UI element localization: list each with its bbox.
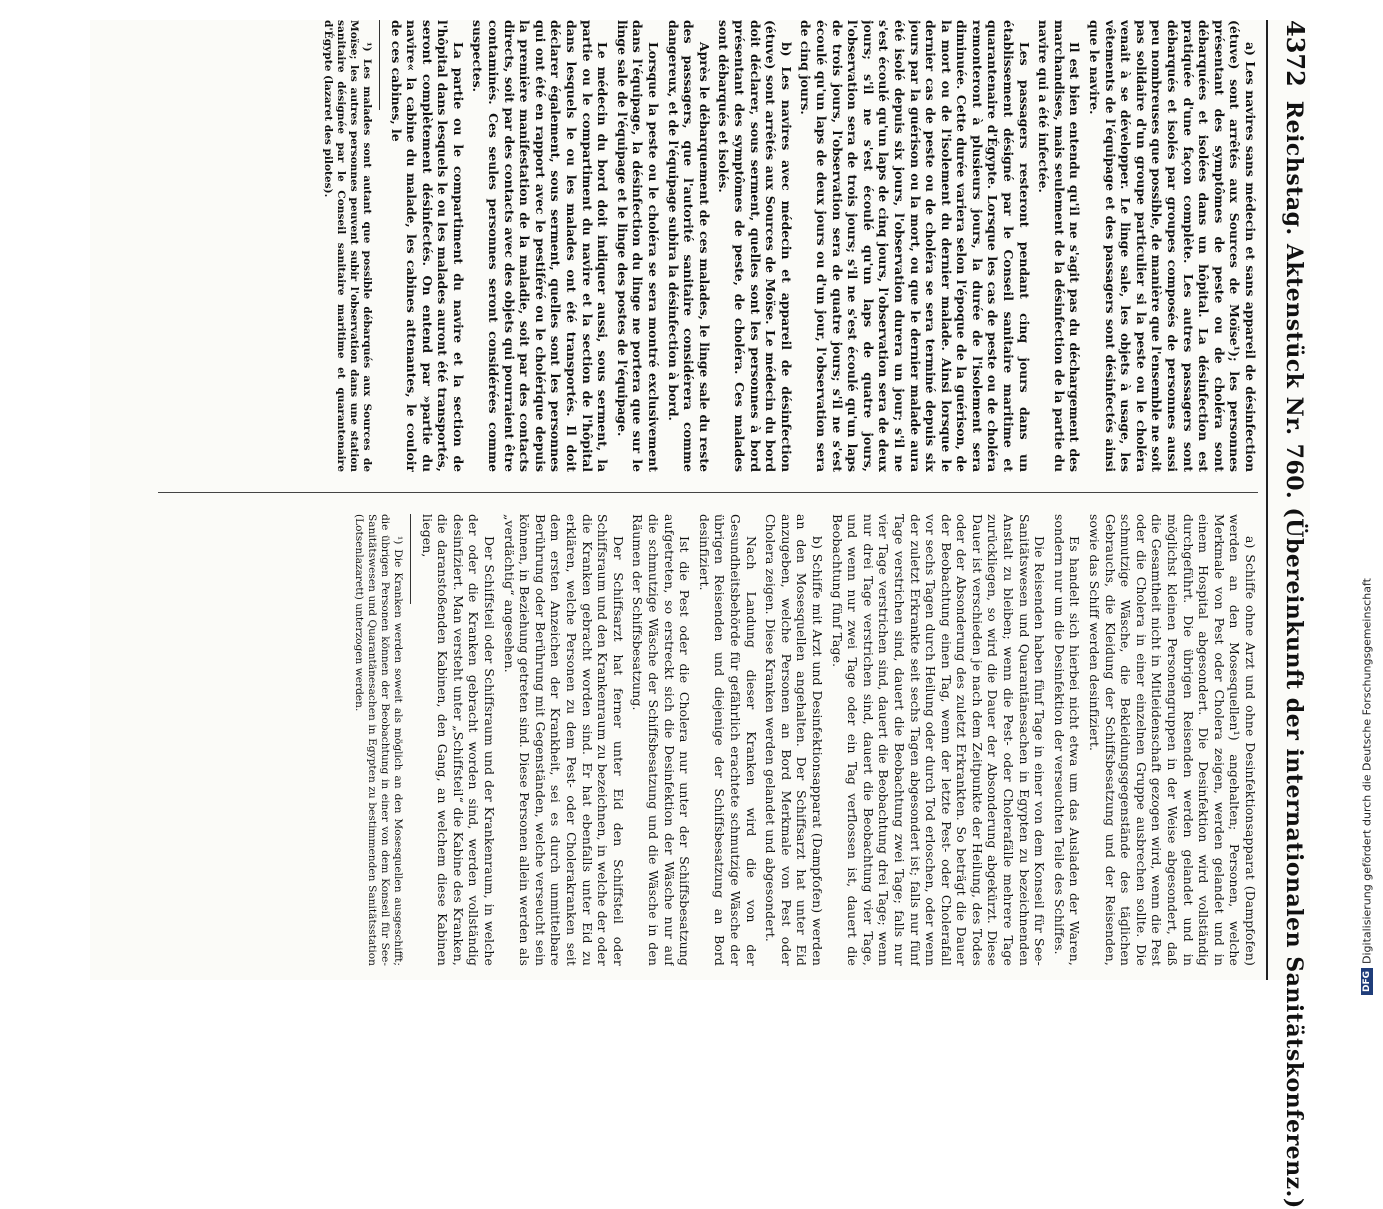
german-paragraph: Der Schiffsteil oder Schiffsraum und der Krankenraum, in welche der oder die Kranken gebracht worden sind, werden vollständig desinfiziert. Man versteht unter „Schiffsteil“ die Kabine des Kranken, die daranstoßenden Kabinen, den Gang, an welchem diese Kabinen liegen, <box>419 514 498 966</box>
german-paragraph: Nach Landung dieser Kranken wird die von der Gesundheitsbehörde für gefährlich erachtete schmutzige Wäsche der übrigen Reisenden und diejenige der Schiffsbesatzung an Bord desinfiziert. <box>696 514 759 966</box>
digitization-text: Digitalisierung gefördert durch die Deutsche Forschungsgemeinschaft <box>1360 578 1374 964</box>
footnote-rule <box>410 514 411 604</box>
french-paragraph: b) Les navires avec médecin et appareil de désinfection (étuve) sont arrêtés aux Sources de Moïse. Le médecin du bord doit déclarer, sous serment, quelles sont les personnes à bord présentant des symptômes de peste, de choléra. Ces malades sont débarqués et isolés. <box>716 20 794 472</box>
german-paragraph: Die Reisenden haben fünf Tage in einer von dem Konseil für See-Sanitätswesen und Quarantänesachen in Egypten zu bezeichnenden Anstalt zu bleiben; wenn die Pest- oder Cholerafälle mehrere Tage zurückliegen, so wird die Dauer der Absonderung abgekürzt. Diese Dauer ist verschieden je nach dem Zeitpunkte der Heilung, des Todes oder der Absonderung des zuletzt Erkrankten. So beträgt die Dauer der Beobachtung einen Tag, wenn der letzte Pest- oder Cholerafall vor sechs Tagen durch Heilung oder durch Tod erloschen, oder wenn der zuletzt Erkrankte seit sechs Tagen abgesondert ist; falls nur fünf Tage verstrichen sind, dauert die Beobachtung zwei Tage; falls nur vier Tage verstrichen sind, dauert die Beobachtung drei Tage; wenn nur drei Tage verstrichen sind, dauert die Beobachtung vier Tage, und wenn nur zwei Tage oder ein Tag verflossen ist, dauert die Beobachtung fünf Tage. <box>829 514 1048 966</box>
french-paragraph: Après le débarquement de ces malades, le linge sale du reste des passagers, que l'autorité sanitaire considérera comme dangereux, et de l'équipage subira la désinfection à bord. <box>665 20 712 472</box>
german-paragraph: Es handelt sich hierbei nicht etwa um das Ausladen der Waren, sondern nur um die Desinfektion der verseuchten Teile des Schiffes. <box>1051 514 1083 966</box>
french-footnote: ¹) Les malades sont autant que possible débarqués aux Sources de Moïse; les autres personnes peuvent subir l'observation dans une station sanitaire désignée par le Conseil sanitaire maritime et quarantenaire d'Égypte (lazaret des pilotes). <box>321 20 373 472</box>
french-paragraph: Lorsque la peste ou le choléra se sera montré exclusivement dans l'équipage, la désinfection du linge ne portera que sur le linge sale de l'équipage et le linge des postes de l'équipage. <box>614 20 662 472</box>
german-footnote: ¹) Die Kranken werden soweit als möglich an den Mosesquellen ausgeschifft; die übrigen Personen können der Beobachtung in einer von dem Konseil für See-Sanitätswesen und Quarantänesachen in Egypten zu bestimmenden Sanitätsstation (Lotsenlazarett) unterzogen werden. <box>353 514 405 966</box>
dfg-logo: DFG <box>1361 968 1373 995</box>
running-title: Reichstag. Aktenstück Nr. 760. (Übereinkunft der internationalen Sanitätskonferenz.) <box>1281 100 1307 1209</box>
digitization-credit <box>1356 578 1378 995</box>
french-column <box>98 20 1258 472</box>
column-divider <box>158 492 1258 493</box>
rotated-document-page <box>90 20 1310 1209</box>
german-column <box>98 514 1258 966</box>
german-paragraph: a) Schiffe ohne Arzt und ohne Desinfektionsapparat (Dampfofen) werden an den Mosesquellen¹) angehalten; Personen, welche Merkmale von Pest oder Cholera zeigen, werden gelandet und in einem Hospital abgesondert. Die Desinfektion wird vollständig durchgeführt. Die übrigen Reisenden werden gelandet und in möglichst kleinen Personengruppen in der Weise abgesondert, daß die Gesamtheit nicht in Mitleidenschaft gezogen wird, wenn die Pest oder die Cholera in einer einzelnen Gruppe ausbrechen sollte. Die schmutzige Wäsche, die Bekleidungsgegenstände des täglichen Gebrauchs, die Kleidung der Schiffsbesatzung und der Reisenden, sowie das Schiff werden desinfiziert. <box>1087 514 1258 966</box>
footnote-rule <box>379 20 380 110</box>
page-number: 4372 <box>1281 20 1310 87</box>
french-paragraph: Il est bien entendu qu'il ne s'agit pas du déchargement des marchandises, mais seulement de la désinfection de la partie du navire qui a été infectée. <box>1036 20 1083 472</box>
german-paragraph: Ist die Pest oder die Cholera nur unter der Schiffsbesatzung aufgetreten, so erstreckt sich die Desinfektion der Wäsche nur auf die schmutzige Wäsche der Schiffsbesatzung und die Wäsche in den Räumen der Schiffsbesatzung. <box>630 514 693 966</box>
french-paragraph: Les passagers resteront pendant cinq jours dans un établissement désigné par le Conseil sanitaire maritime et quarantenaire d'Égypte. Lorsque les cas de peste ou de choléra remonteront à plusieurs jours, la durée de l'isolement sera diminuée. Cette durée variera selon l'époque de la guérison, de la mort ou de l'isolement du dernier malade. Ainsi lorsque le dernier cas de peste ou de choléra se sera terminé depuis six jours par la guérison ou la mort, ou que le dernier malade aura été isolé depuis six jours, l'observation durera un jour; s'il ne s'est écoulé qu'un laps de cinq jours, l'observation sera de deux jours; s'il ne s'est écoulé qu'un laps de quatre jours, l'observation sera de trois jours; s'il ne s'est écoulé qu'un laps de trois jours, l'observation sera de quatre jours; s'il ne s'est écoulé qu'un laps de deux jours ou d'un jour, l'observation sera de cinq jours. <box>798 20 1032 472</box>
german-paragraph: b) Schiffe mit Arzt und Desinfektionsapparat (Dampfofen) werden an den Mosesquellen angehalten. Der Schiffsarzt hat unter Eid anzugeben, welche Personen an Bord Merkmale von Pest oder Cholera zeigen. Diese Kranken werden gelandet und abgesondert. <box>763 514 825 966</box>
french-paragraph: Le médecin du bord doit indiquer aussi, sous serment, la partie ou le compartiment du navire et la section de l'hôpital dans lesquels le ou les malades ont été transportés. Il doit déclarer également, sous serment, quelles sont les personnes qui ont été en rapport avec le pestiféré ou le cholérique depuis la première manifestation de la maladie, soit par des contacts directs, soit par des contacts avec des objets qui pourraient être contaminés. Ces seules personnes seront considérées comme suspectes. <box>470 20 611 472</box>
french-paragraph: a) Les navires sans médecin et sans appareil de désinfection (étuve) sont arrêtés aux Sources de Moïse¹); les personnes présentant des symptômes de peste ou de choléra sont débarquées et isolées dans un hôpital. La désinfection est pratiquée d'une façon complète. Les autres passagers sont débarqués et isolés par groupes composés de personnes aussi peu nombreuses que possible, de manière que l'ensemble ne soit pas solidaire d'un groupe particulier si la peste ou le choléra venait à se développer. Le linge sale, les objets à usage, les vêtements de l'équipage et des passagers sont désinfectés ainsi que le navire. <box>1087 20 1258 472</box>
german-paragraph: Der Schiffsarzt hat ferner unter Eid den Schiffsteil oder Schiffsraum und den Krankenraum zu bezeichnen, in welche der oder die Kranken gebracht worden sind. Er hat ebenfalls unter Eid zu erklären, welche Personen zu dem Pest- oder Cholerakranken seit dem ersten Anzeichen der Krankheit, sei es durch unmittelbare Berührung oder Berührung mit Gegenständen, welche verseucht sein können, in Beziehung getreten sind. Diese Personen allein werden als „verdächtig“ angesehen. <box>501 514 626 966</box>
page-header <box>1270 20 1310 1209</box>
french-paragraph: La partie ou le compartiment du navire et la section de l'hôpital dans lesquels le ou les malades auront été transportés, seront complètement désinfectés. On entend par »partie du navire« la cabine du malade, les cabines attenantes, le couloir de ces cabines, le <box>388 20 466 472</box>
header-rule <box>1266 20 1268 980</box>
